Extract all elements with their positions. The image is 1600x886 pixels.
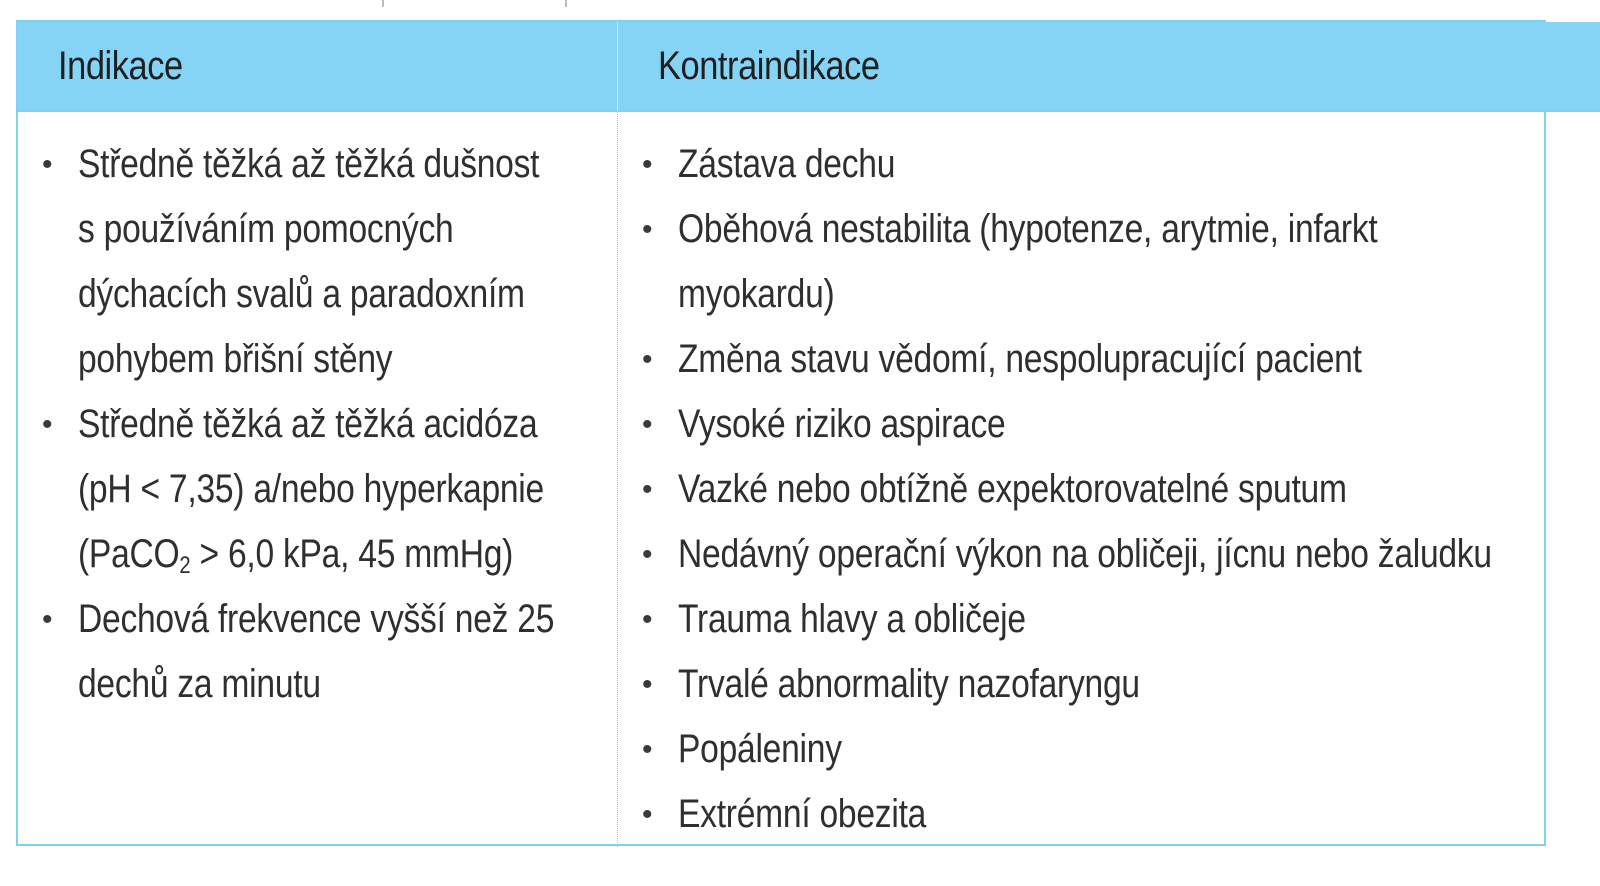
bullet-icon: • [642,343,653,376]
bullet-icon: • [642,603,653,636]
bullet-icon: • [642,668,653,701]
header-indications [18,22,618,112]
paco2-prefix: (PaCO [78,532,180,576]
item-line: Nedávný operační výkon na obličeji, jícnu nebo žaludku [678,532,1492,576]
item-line: Středně těžká až těžká dušnost [78,142,540,186]
item-line: Středně těžká až těžká acidóza [78,402,538,446]
list-item [18,587,617,717]
item-line-paco2 [78,522,531,587]
list-item [18,392,617,587]
list-item [618,132,1600,197]
bullet-icon: • [642,733,653,766]
bullet-icon: • [642,473,653,506]
bullet-icon: • [42,408,53,441]
bullet-icon: • [642,798,653,831]
indications-list [18,132,617,717]
item-line: Popáleniny [678,727,842,771]
bullet-icon: • [642,538,653,571]
item-line: myokardu) [678,272,835,316]
item-line: Trauma hlavy a obličeje [678,597,1026,641]
bullet-icon: • [642,408,653,441]
fragment-mark-left [382,0,384,7]
list-item [618,197,1600,327]
paco2-suffix: > 6,0 kPa, 45 mmHg) [190,532,514,576]
item-line: Vazké nebo obtížně expektorovatelné sputum [678,467,1347,511]
indications-cell [18,112,618,847]
bullet-icon: • [42,603,53,636]
item-line: Trvalé abnormality nazofaryngu [678,662,1140,706]
header-contraindications [618,22,1600,112]
header-indications-label: Indikace [58,43,183,88]
list-item [618,717,1600,782]
contraindications-cell [618,112,1600,847]
item-line: dechů za minutu [78,662,321,706]
bullet-icon: • [642,213,653,246]
item-line: dýchacích svalů a paradoxním [78,272,525,316]
list-item [18,132,617,392]
item-line: s používáním pomocných [78,207,454,251]
contraindications-list [618,132,1600,847]
list-item [618,782,1600,847]
paco2-subscript: 2 [179,552,191,579]
indications-table [16,20,1546,846]
list-item [618,587,1600,652]
item-line: Dechová frekvence vyšší než 25 [78,597,555,641]
item-line: Zástava dechu [678,142,896,186]
cropped-text-fragment [0,0,1600,10]
list-item [618,392,1600,457]
item-line: Oběhová nestabilita (hypotenze, arytmie, infarkt [678,207,1378,251]
item-line: Vysoké riziko aspirace [678,402,1006,446]
item-line: (pH < 7,35) a/nebo hyperkapnie [78,467,544,511]
bullet-icon: • [42,148,53,181]
list-item [618,457,1600,522]
header-contraindications-label: Kontraindikace [658,43,880,88]
item-line: Změna stavu vědomí, nespolupracující pacient [678,337,1362,381]
list-item [618,522,1600,587]
item-line: pohybem břišní stěny [78,337,393,381]
bullet-icon: • [642,148,653,181]
item-line: Extrémní obezita [678,792,927,836]
list-item [618,327,1600,392]
list-item [618,652,1600,717]
fragment-mark-right [565,0,567,7]
